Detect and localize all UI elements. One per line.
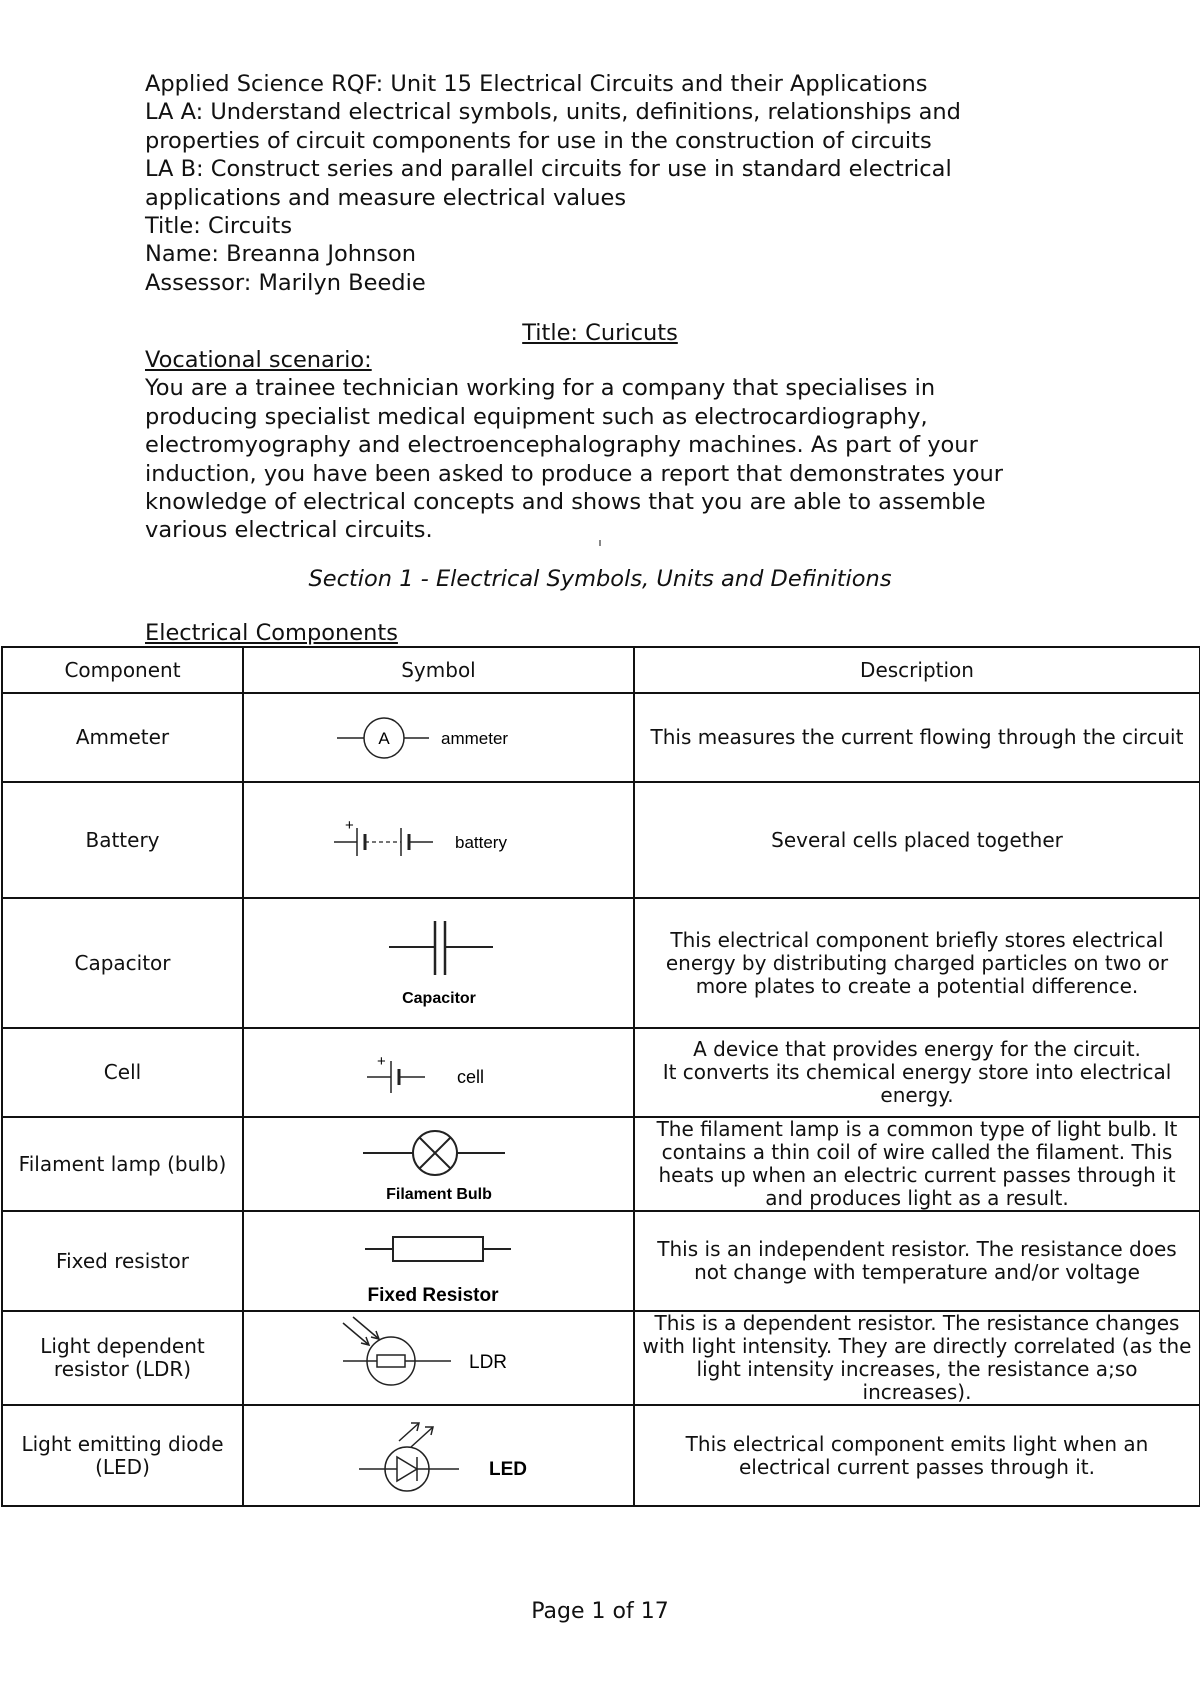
vocational-scenario: [145, 346, 1075, 545]
ammeter-symbol-label: ammeter: [440, 728, 508, 748]
ldr-symbol-label: LDR: [468, 1352, 507, 1373]
battery-plus-sign: +: [344, 817, 354, 834]
fixed-resistor-symbol-label: Fixed Resistor: [367, 1285, 498, 1306]
table-row-fixed-resistor: [2, 1211, 1200, 1311]
cell-description-line-1: A device that provides energy for the circuit.: [693, 1037, 1141, 1061]
name-line: Name: Breanna Johnson: [145, 241, 417, 268]
led-symbol-icon: [339, 1411, 539, 1501]
symbol-cell: [243, 1311, 634, 1405]
header-description: Description: [634, 647, 1200, 693]
table-row-ldr: [2, 1311, 1200, 1405]
scenario-line-3: electromyography and electroencephalography machines. As part of your: [145, 432, 978, 459]
filament-bulb-symbol-label: Filament Bulb: [385, 1186, 492, 1203]
cell-description-line-2: It converts its chemical energy store into electrical energy.: [662, 1060, 1172, 1107]
symbol-cell: [243, 1117, 634, 1211]
symbol-cell: [243, 1028, 634, 1117]
battery-symbol-icon: [329, 810, 549, 870]
description-cell: This is a dependent resistor. The resistance changes with light intensity. They are directly correlated (as the light intensity increases, the resistance a;so increases).: [634, 1311, 1200, 1405]
component-cell: Ammeter: [2, 693, 243, 782]
stray-mark: [599, 540, 601, 546]
scenario-line-1: You are a trainee technician working for a company that specialises in: [145, 375, 936, 402]
unit-line: Applied Science RQF: Unit 15 Electrical Circuits and their Applications: [145, 71, 928, 97]
table-header-row: [2, 647, 1200, 693]
la-b-line-2: applications and measure electrical values: [145, 184, 627, 211]
ammeter-symbol-icon: [329, 708, 549, 768]
component-cell: Fixed resistor: [2, 1211, 243, 1311]
symbol-cell: [243, 1211, 634, 1311]
description-cell: Several cells placed together: [634, 782, 1200, 898]
filament-bulb-symbol-icon: [349, 1119, 529, 1209]
cell-symbol-label: cell: [456, 1066, 484, 1087]
description-cell: This measures the current flowing through the circuit: [634, 693, 1200, 782]
description-cell: This electrical component emits light when an electrical current passes through it.: [634, 1405, 1200, 1506]
capacitor-symbol-icon: [359, 913, 519, 1013]
section-title: Section 1 - Electrical Symbols, Units and Definitions: [308, 566, 892, 592]
header-component: Component: [2, 647, 243, 693]
table-row-cell: [2, 1028, 1200, 1117]
page-number: Page 1 of 17: [531, 1599, 669, 1624]
component-cell: Cell: [2, 1028, 243, 1117]
led-symbol-label: LED: [488, 1458, 527, 1480]
header-symbol: Symbol: [243, 647, 634, 693]
main-title-wrap: [0, 320, 1200, 346]
table-row-ammeter: [2, 693, 1200, 782]
scenario-line-6: various electrical circuits.: [145, 517, 433, 544]
scenario-line-4: induction, you have been asked to produce a report that demonstrates your: [145, 460, 1003, 487]
scenario-line-2: producing specialist medical equipment such as electrocardiography,: [145, 403, 928, 430]
la-b-line-1: LA B: Construct series and parallel circuits for use in standard electrical: [145, 156, 952, 183]
description-cell: This electrical component briefly stores electrical energy by distributing charged particles on two or more plates to create a potential difference.: [634, 898, 1200, 1028]
symbol-cell: [243, 1405, 634, 1506]
cell-plus-sign: +: [376, 1052, 386, 1070]
title-line: Title: Circuits: [145, 213, 293, 240]
symbol-cell: [243, 898, 634, 1028]
table-row-led: [2, 1405, 1200, 1506]
description-cell: [634, 1028, 1200, 1117]
table-row-battery: [2, 782, 1200, 898]
description-cell: This is an independent resistor. The resistance does not change with temperature and/or voltage: [634, 1211, 1200, 1311]
ammeter-letter: A: [377, 728, 390, 748]
cell-symbol-icon: [339, 1043, 539, 1103]
fixed-resistor-symbol-icon: [349, 1213, 529, 1309]
description-cell: The filament lamp is a common type of light bulb. It contains a thin coil of wire called the filament. This heats up when an electric current passes through it and produces light as a result.: [634, 1117, 1200, 1211]
la-a-line-1: LA A: Understand electrical symbols, units, definitions, relationships and: [145, 99, 961, 126]
document-header: [145, 70, 1085, 297]
component-cell: Capacitor: [2, 898, 243, 1028]
scenario-line-5: knowledge of electrical concepts and shows that you are able to assemble: [145, 489, 986, 516]
components-table: [1, 646, 1200, 1507]
component-cell: Filament lamp (bulb): [2, 1117, 243, 1211]
components-heading: Electrical Components: [145, 620, 398, 646]
la-a-line-2: properties of circuit components for use in the construction of circuits: [145, 127, 932, 154]
ldr-symbol-icon: [339, 1315, 539, 1401]
component-cell: Light dependent resistor (LDR): [2, 1311, 243, 1405]
capacitor-symbol-label: Capacitor: [401, 990, 476, 1007]
symbol-cell: [243, 782, 634, 898]
component-cell: Battery: [2, 782, 243, 898]
table-row-filament-lamp: [2, 1117, 1200, 1211]
component-cell: Light emitting diode (LED): [2, 1405, 243, 1506]
assessor-line: Assessor: Marilyn Beedie: [145, 269, 426, 296]
battery-symbol-label: battery: [454, 833, 507, 852]
scenario-heading: Vocational scenario:: [145, 347, 372, 373]
symbol-cell: [243, 693, 634, 782]
main-title: Title: Curicuts: [522, 320, 678, 346]
table-row-capacitor: [2, 898, 1200, 1028]
